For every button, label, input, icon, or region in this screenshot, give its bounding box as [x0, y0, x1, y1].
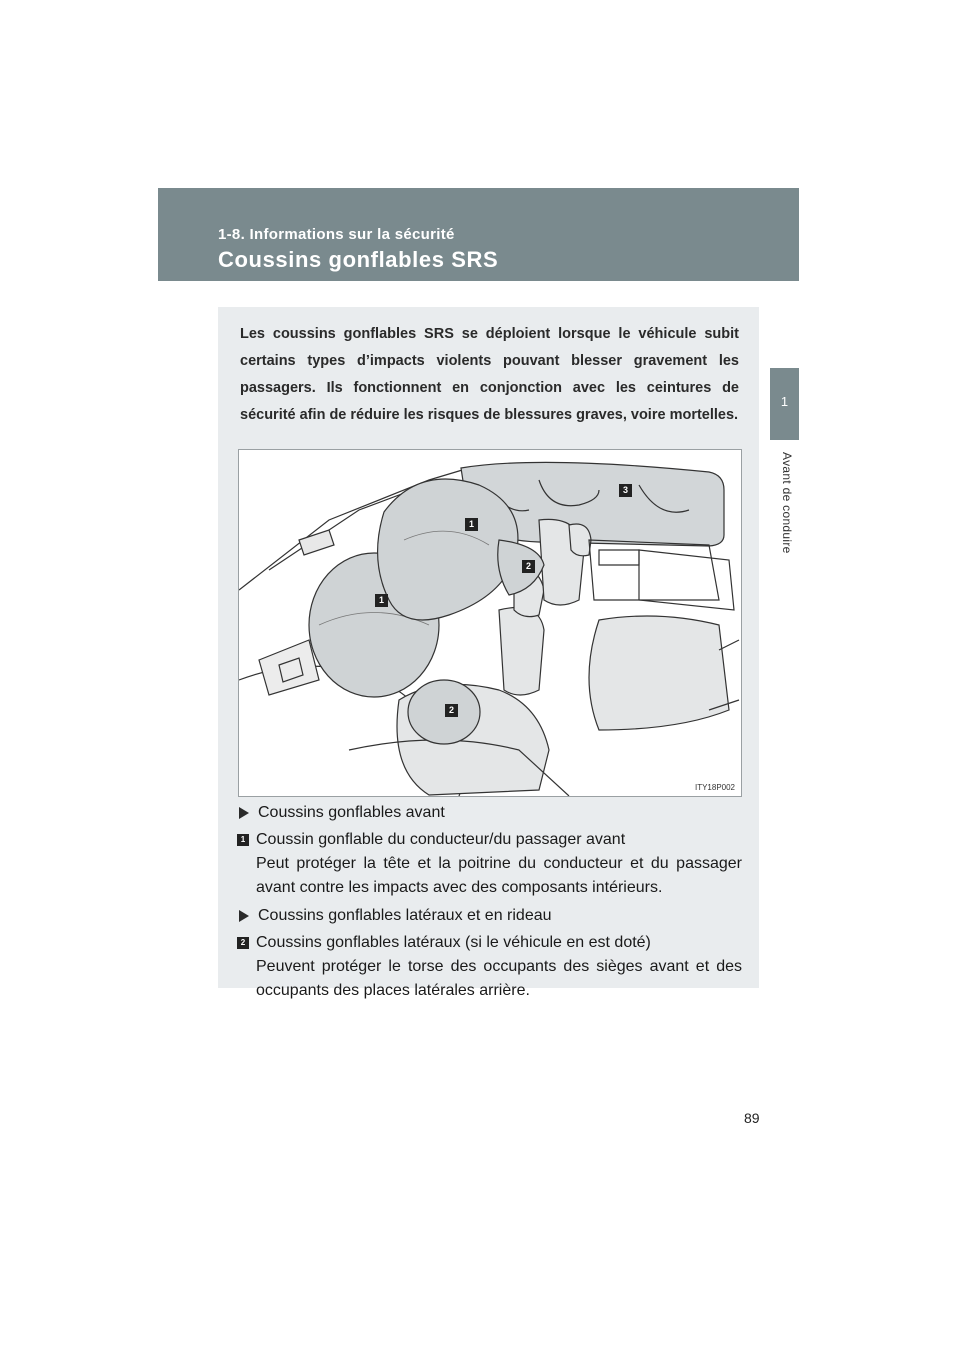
- chapter-header: [158, 188, 799, 281]
- section-label: 1-8. Informations sur la sécurité: [218, 226, 455, 243]
- list-item-description: Peuvent protéger le torse des occupants des sièges avant et des occupants des places latérales arrière.: [256, 958, 742, 999]
- figure-code: ITY18P002: [694, 783, 735, 792]
- section-heading: [237, 801, 742, 825]
- list-item-title: Coussins gonflables latéraux (si le véhicule en est doté): [256, 934, 651, 951]
- content-panel: [218, 307, 759, 999]
- callout-badge: 1: [375, 594, 388, 607]
- section-heading-text: Coussins gonflables latéraux et en rideau: [258, 907, 552, 924]
- list-item: [237, 828, 742, 852]
- list-item: [237, 931, 742, 955]
- page-number: 89: [744, 1110, 760, 1126]
- number-badge: 2: [237, 937, 249, 949]
- section-heading-text: Coussins gonflables avant: [258, 804, 445, 821]
- car-interior-drawing: [239, 450, 741, 796]
- arrow-right-icon: [239, 910, 249, 922]
- chapter-tab-label: Avant de conduire: [780, 452, 794, 554]
- callout-badge: 1: [465, 518, 478, 531]
- callout-badge: 3: [619, 484, 632, 497]
- chapter-tab[interactable]: [770, 368, 799, 440]
- chapter-tab-number: 1: [780, 394, 789, 409]
- number-badge: 1: [237, 834, 249, 846]
- intro-paragraph: Les coussins gonflables SRS se déploient lorsque le véhicule subit certains types d’impacts violents pouvant blesser gravement les passagers. Ils fonctionnent en conjonction avec les ceintures de sécurité afin de réduire les risques de blessures graves, voire mortelles.: [240, 326, 739, 423]
- list-item-description: Peut protéger la tête et la poitrine du conducteur et du passager avant contre les impacts avec des composants intérieurs.: [256, 855, 742, 896]
- list-item-title: Coussin gonflable du conducteur/du passager avant: [256, 831, 626, 848]
- page-title: Coussins gonflables SRS: [218, 247, 499, 272]
- callout-badge: 2: [445, 704, 458, 717]
- airbag-illustration: [238, 449, 742, 797]
- arrow-right-icon: [239, 807, 249, 819]
- section-front-airbags: [237, 801, 742, 900]
- section-heading: [237, 904, 742, 928]
- callout-badge: 2: [522, 560, 535, 573]
- section-side-curtain-airbags: [237, 904, 742, 1003]
